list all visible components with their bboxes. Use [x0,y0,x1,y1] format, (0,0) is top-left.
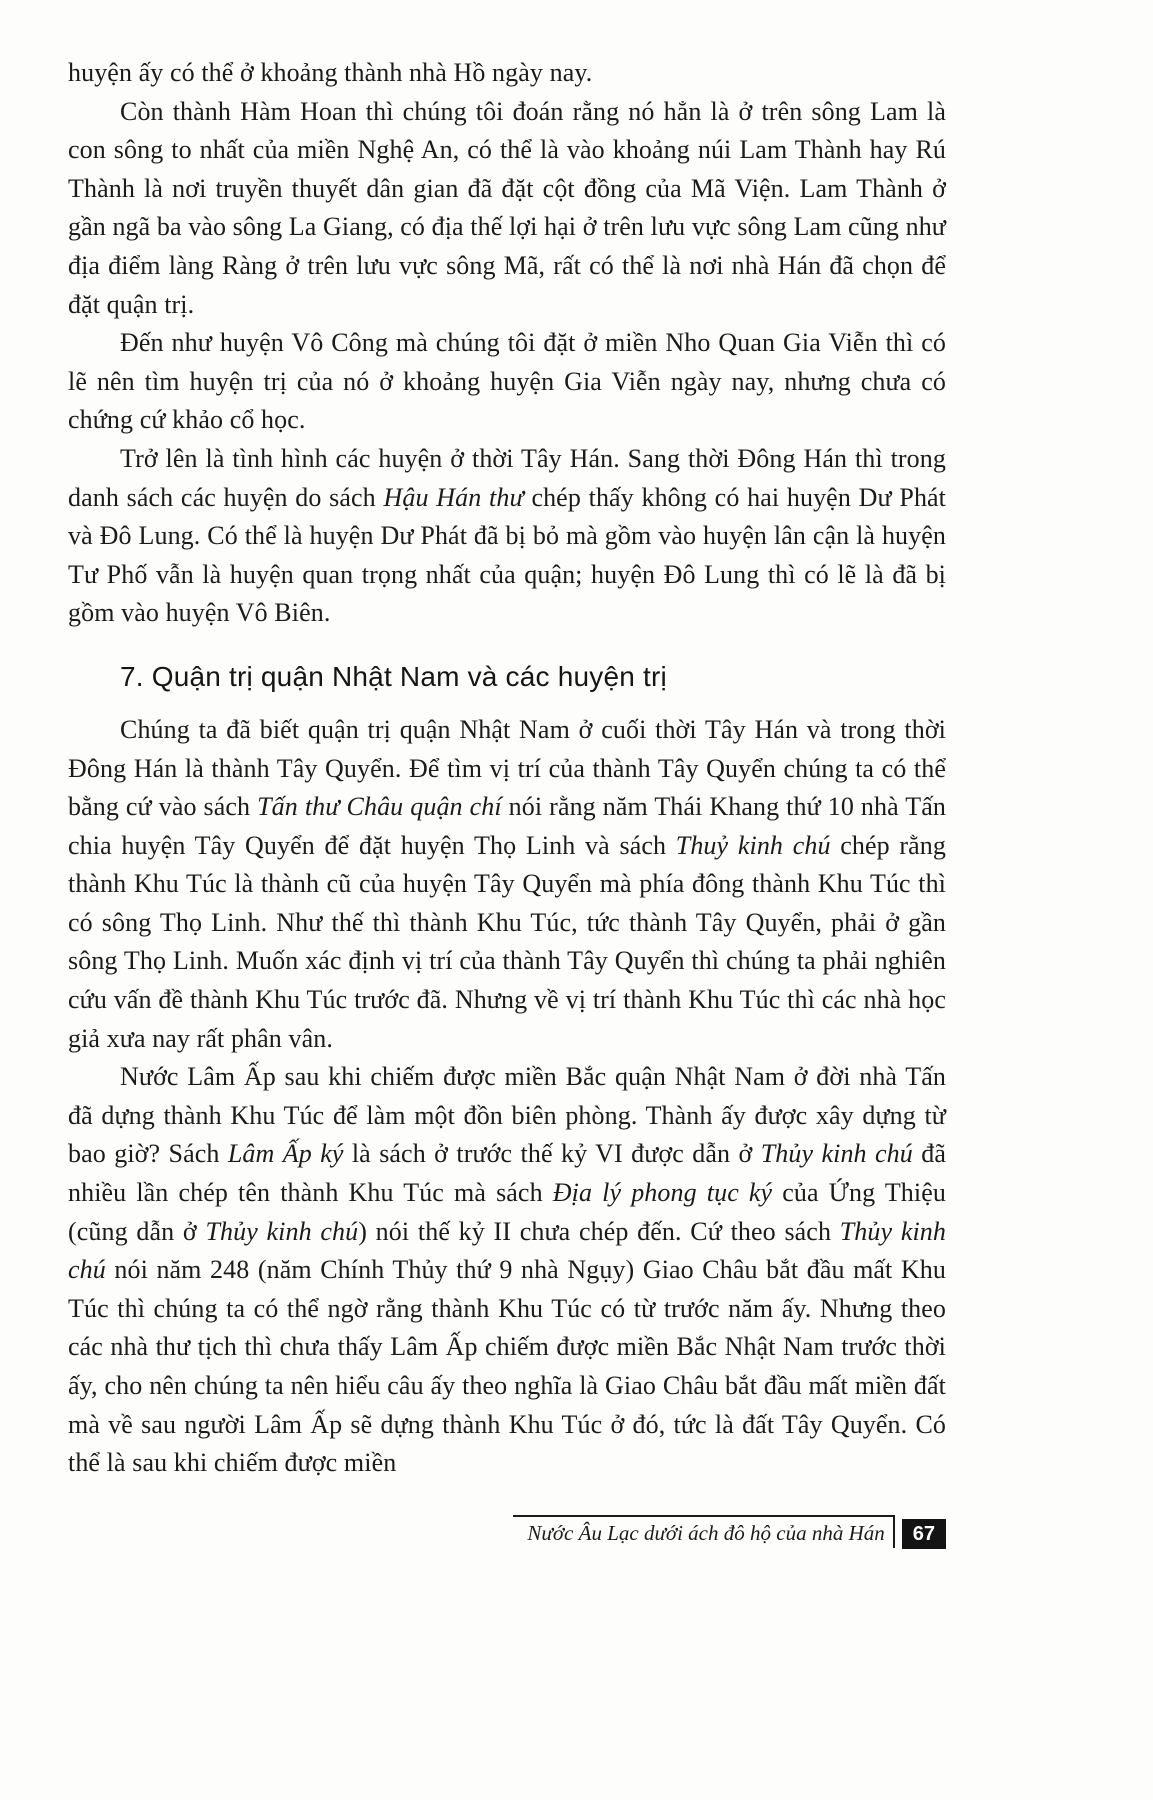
paragraph [68,440,946,633]
paragraph [68,54,946,93]
book-title-italic: Tấn thư Châu quận chí [257,792,502,822]
text-run: Nước Lâm Ấp sau khi chiếm được miền Bắc quận Nhật Nam ở đời nhà Tấn đã dựng thành Khu Túc để làm một đồn biên phòng. Thành ấy được xây dựng từ bao giờ? Sách [68,1062,946,1169]
book-title-italic: Lâm Ấp ký [227,1139,344,1169]
text-run: chép thấy không có hai huyện Dư Phát và Đô Lung. Có thể là huyện Dư Phát đã bị bỏ mà gồm vào huyện lân cận là huyện Tư Phố vẫn là huyện quan trọng nhất của quận; huyện Đô Lung thì có lẽ là đã bị gồm vào huyện Vô Biên. [68,482,947,628]
text-run: Trở lên là tình hình các huyện ở thời Tây Hán. Sang thời Đông Hán thì trong danh sách các huyện do sách [68,443,946,512]
running-title: Nước Âu Lạc dưới ách đô hộ của nhà Hán [513,1515,892,1548]
page-number: 67 [902,1519,946,1549]
page-body [68,54,946,1483]
text-run: Đến như huyện Vô Công mà chúng tôi đặt ở miền Nho Quan Gia Viễn thì có lẽ nên tìm huyện trị của nó ở khoảng huyện Gia Viễn ngày nay, nhưng chưa có chứng cứ khảo cổ học. [68,328,946,435]
text-run: Chúng ta đã biết quận trị quận Nhật Nam ở cuối thời Tây Hán và trong thời Đông Hán là thành Tây Quyển. Để tìm vị trí của thành Tây Quyển chúng ta có thể bằng cứ vào sách [68,714,946,822]
section-huyen-tri [68,54,946,633]
book-title-italic: Thuỷ kinh chú [675,830,831,860]
text-run: nói rằng năm Thái Khang thứ 10 nhà Tấn chia huyện Tây Quyển để đặt huyện Thọ Linh và sách [68,792,946,860]
page-footer [68,1515,946,1549]
text-run: huyện ấy có thể ở khoảng thành nhà Hồ ngày nay. [68,58,593,87]
text-run: Còn thành Hàm Hoan thì chúng tôi đoán rằng nó hẳn là ở trên sông Lam là con sông to nhất của miền Nghệ An, có thể là vào khoảng núi Lam Thành hay Rú Thành là nơi truyền thuyết dân gian đã đặt cột đồng của Mã Viện. Lam Thành ở gần ngã ba vào sông La Giang, có địa thế lợi hại ở trên lưu vực sông Lam cũng như địa điểm làng Ràng ở trên lưu vực sông Mã, rất có thể là nơi nhà Hán đã chọn để đặt quận trị. [68,96,946,319]
book-title-italic: Thủy kinh chú [760,1139,913,1169]
text-run: đã nhiều lần chép tên thành Khu Túc mà sách [68,1139,947,1208]
section-heading: 7. Quận trị quận Nhật Nam và các huyện trị [120,660,667,692]
text-run: là sách ở trước thế kỷ VI được dẫn ở [343,1139,761,1169]
footer-divider [893,1515,895,1548]
text-run: chép rằng thành Khu Túc là thành cũ của huyện Tây Quyển mà phía đông thành Khu Túc thì có sông Thọ Linh. Như thế thì thành Khu Túc, tức thành Tây Quyển, phải ở gần sông Thọ Linh. Muốn xác định vị trí của thành Tây Quyển thì chúng ta phải nghiên cứu vấn đề thành Khu Túc trước đã. Nhưng về vị trí thành Khu Túc thì các nhà học giả xưa nay rất phân vân. [68,830,946,1053]
text-run: nói năm 248 (năm Chính Thủy thứ 9 nhà Ngụy) Giao Châu bắt đầu mất Khu Túc thì chúng ta có thể ngờ rằng thành Khu Túc có từ trước năm ấy. Nhưng theo các nhà thư tịch thì chưa thấy Lâm Ấp chiếm được miền Bắc Nhật Nam trước thời ấy, cho nên chúng ta nên hiểu câu ấy theo nghĩa là Giao Châu bắt đầu mất miền đất mà về sau người Lâm Ấp sẽ dựng thành Khu Túc ở đó, tức là đất Tây Quyển. Có thể là sau khi chiếm được miền [68,1255,946,1478]
paragraph [68,711,946,1058]
section-nhat-nam [68,711,946,1483]
paragraph [68,93,946,325]
text-run: của Ứng Thiệu (cũng dẫn ở [68,1178,946,1246]
book-title-italic: Thủy kinh chú [68,1216,946,1285]
paragraph [68,1058,946,1483]
text-run: ) nói thế kỷ II chưa chép đến. Cứ theo sách [358,1216,840,1246]
book-title-italic: Hậu Hán thư [383,482,524,512]
book-title-italic: Địa lý phong tục ký [552,1178,773,1208]
paragraph [68,324,946,440]
book-title-italic: Thủy kinh chú [205,1216,359,1246]
